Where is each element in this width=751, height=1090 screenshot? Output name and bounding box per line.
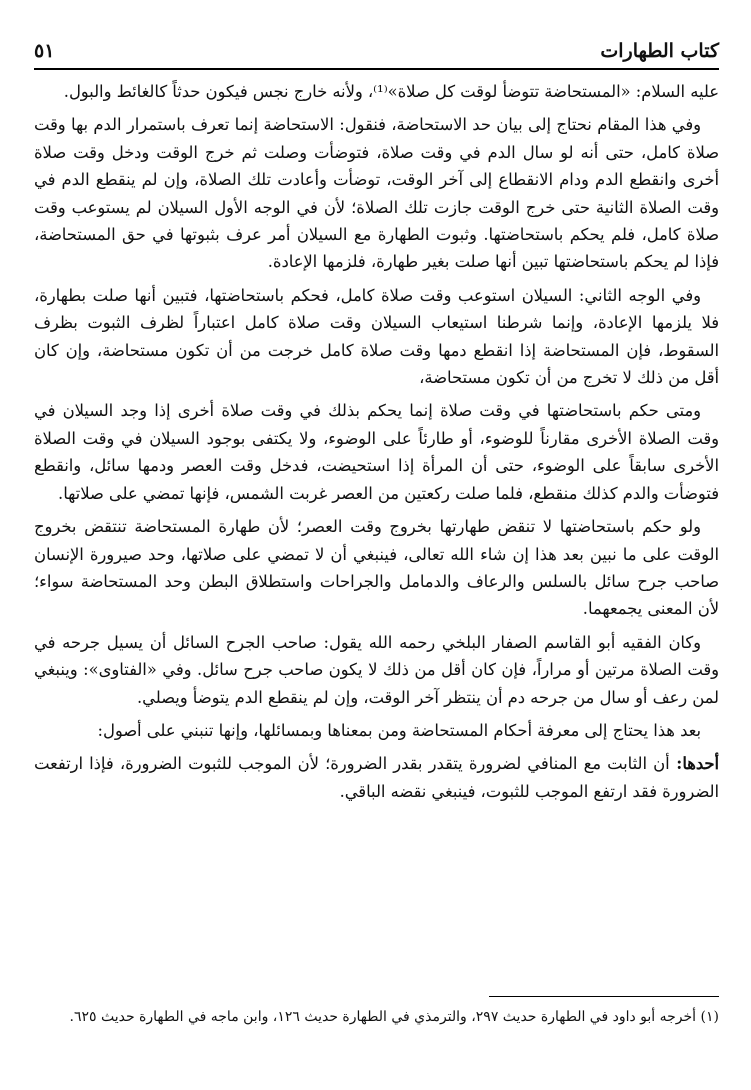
paragraph: [34, 629, 719, 711]
paragraph-text: عليه السلام: «المستحاضة تتوضأ لوقت كل صلاة»⁽¹⁾، ولأنه خارج نجس فيكون حدثاً كالغائط والبول.: [63, 82, 719, 101]
paragraph: [34, 750, 719, 805]
paragraph-lead: أحدها:: [669, 754, 719, 774]
paragraph: [34, 282, 719, 392]
page-header: [34, 38, 719, 66]
paragraph-text: ومتى حكم باستحاضتها في وقت صلاة إنما يحكم بذلك في وقت صلاة أخرى إذا وجد السيلان في وقت الصلاة الأخرى مقارناً للوضوء، أو طارئاً على الوضوء، ولا يكتفى بوجود السيلان في وقت الصلاة الأخرى سابقاً على الوضوء، حتى أن المرأة إذا استحيضت، فدخل وقت العصر ودمها سائل، وانقطع فتوضأت والدم كذلك منقطع، فلما صلت ركعتين من العصر غربت الشمس، فإنها تمضي على صلاتها.: [34, 401, 719, 503]
paragraph: [34, 513, 719, 623]
page-number: ٥١: [34, 40, 55, 62]
paragraph: [34, 717, 719, 744]
book-title: كتاب الطهارات: [600, 40, 719, 62]
paragraph: [34, 78, 719, 105]
main-text: [34, 78, 719, 811]
footnote-rule: [489, 996, 719, 997]
footnote: (١) أخرجه أبو داود في الطهارة حديث ٢٩٧، والترمذي في الطهارة حديث ١٢٦، وابن ماجه في الطهارة حديث ٦٢٥.: [69, 1009, 719, 1025]
paragraph: [34, 111, 719, 275]
paragraph-text: وفي الوجه الثاني: السيلان استوعب وقت صلاة كامل، فحكم باستحاضتها، فتبين أنها صلت بطهارة، فلا يلزمها الإعادة، وإنما شرطنا استيعاب السيلان وقت صلاة كامل اعتباراً لظرف الثبوت بظرف السقوط، فإن المستحاضة إذا انقطع دمها وقت صلاة كامل خرجت من أن تكون مستحاضة، وإن كان أقل من ذلك لا تخرج من أن تكون مستحاضة،: [34, 285, 719, 388]
paragraph-text: أن الثابت مع المنافي لضرورة يتقدر بقدر الضرورة؛ لأن الموجب للثبوت الضرورة، فإذا ارتفعت الضرورة فقد ارتفع الموجب للثبوت، فينبغي نقضه الباقي.: [34, 754, 719, 801]
paragraph-text: وفي هذا المقام نحتاج إلى بيان حد الاستحاضة، فنقول: الاستحاضة إنما تعرف باستمرار الدم بها وقت صلاة كامل، حتى أنه لو سال الدم في وقت صلاة، فتوضأت وصلت ثم خرج الوقت ودخل وقت صلاة أخرى وانقطع الدم ودام الانقطاع إلى آخر الوقت، توضأت وأعادت تلك الصلاة، وإن لم ينقطع الدم في وقت الصلاة الثانية حتى خرج الوقت جازت تلك الصلاة؛ لأن في الوجه الأول السيلان لم يستوعب وقت صلاة كامل، فلم يحكم باستحاضتها. وثبوت الطهارة مع السيلان أمر عرف بثبوتها في حق المستحاضة، فإذا لم يحكم باستحاضتها تبين أنها صلت بغير طهارة، فلزمها الإعادة.: [34, 115, 719, 272]
paragraph-text: وكان الفقيه أبو القاسم الصفار البلخي رحمه الله يقول: صاحب الجرح السائل أن يسيل جرحه في وقت الصلاة مرتين أو مراراً، فإن كان أقل من ذلك لا يكون صاحب جرح سائل. وفي «الفتاوى»: وينبغي لمن رعف أو سال من جرحه دم أن ينتظر آخر الوقت، وإن لم ينقطع الدم يتوضأ ويصلي.: [34, 632, 719, 707]
header-rule: [34, 68, 719, 70]
paragraph-text: ولو حكم باستحاضتها لا تنقض طهارتها بخروج وقت العصر؛ لأن طهارة المستحاضة تنتقض بخروج الوقت على ما نبين بعد هذا إن شاء الله تعالى، فينبغي أن لا تمضي على صلاتها، وحد صيرورة الإنسان صاحب جرح سائل بالسلس والرعاف والدمامل والجراحات واستطلاق البطن وحد المستحاضة سواء؛ لأن المعنى يجمعهما.: [34, 517, 719, 619]
paragraph: [34, 397, 719, 507]
paragraph-text: بعد هذا يحتاج إلى معرفة أحكام المستحاضة ومن بمعناها وبمسائلها، وإنها تنبني على أصول:: [97, 720, 701, 740]
